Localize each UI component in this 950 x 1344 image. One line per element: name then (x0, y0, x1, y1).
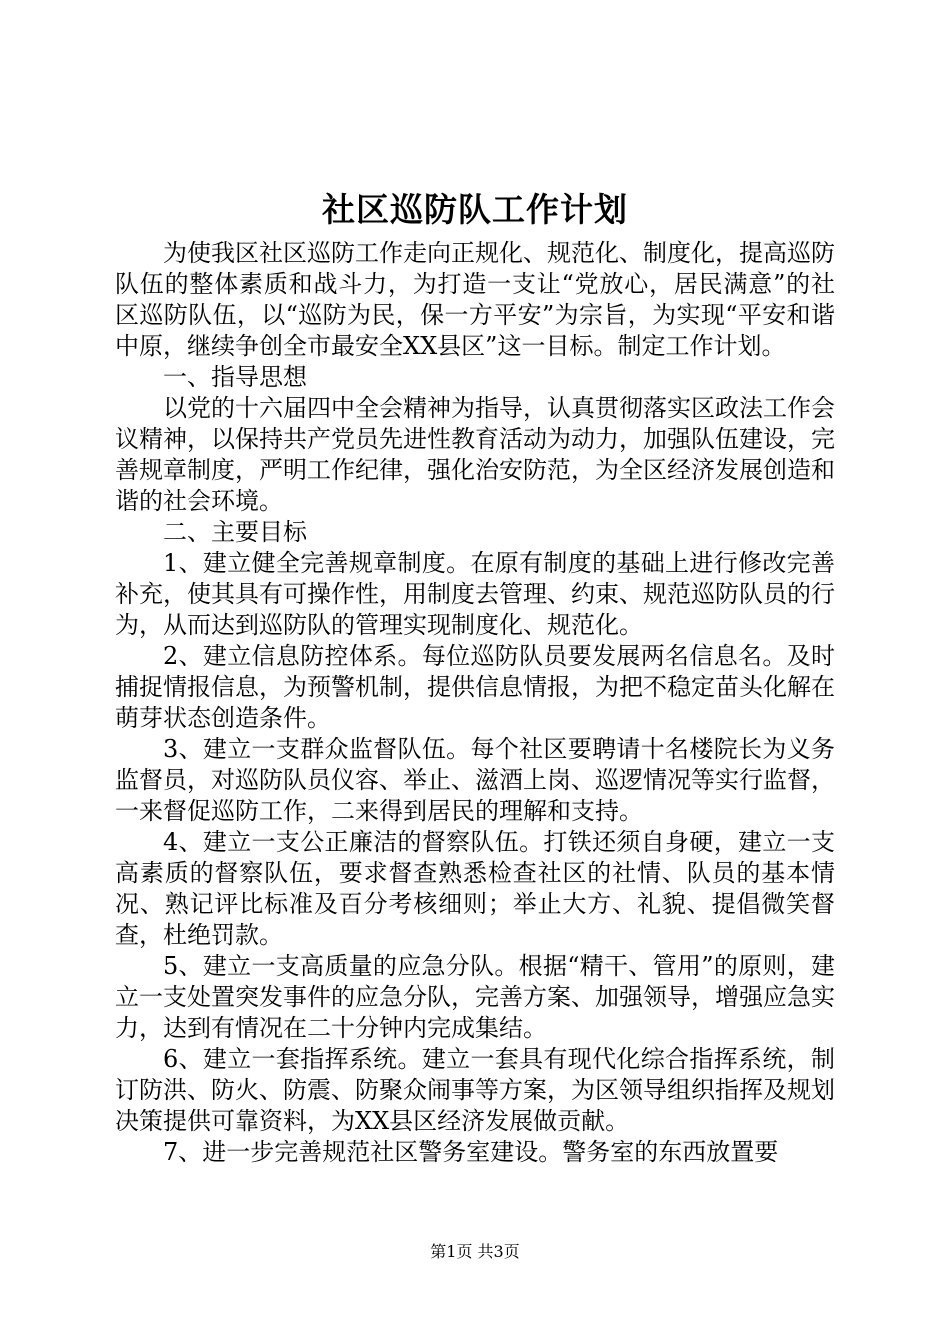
document-title: 社区巡防队工作计划 (322, 190, 628, 229)
section-heading-main-goals: 二、主要目标 (163, 518, 307, 546)
goal-paragraph-6: 6、建立一套指挥系统。建立一套具有现代化综合指挥系统，制订防洪、防火、防震、防聚众闹事等方案，为区领导组织指挥及规划决策提供可靠资料，为XX县区经济发展做贡献。 (115, 1045, 835, 1135)
goal-paragraph-2: 2、建立信息防控体系。每位巡防队员要发展两名信息名。及时捕捉情报信息，为预警机制，提供信息情报，为把不稳定苗头化解在萌芽状态创造条件。 (115, 642, 835, 732)
guiding-thought-paragraph: 以党的十六届四中全会精神为指导，认真贯彻落实区政法工作会议精神，以保持共产党员先进性教育活动为动力，加强队伍建设，完善规章制度，严明工作纪律，强化治安防范，为全区经济发展创造和谐的社会环境。 (115, 394, 835, 515)
goal-paragraph-3: 3、建立一支群众监督队伍。每个社区要聘请十名楼院长为义务监督员，对巡防队员仪容、举止、滋酒上岗、巡逻情况等实行监督，一来督促巡防工作，二来得到居民的理解和支持。 (115, 735, 835, 825)
goal-paragraph-4: 4、建立一支公正廉洁的督察队伍。打铁还须自身硬，建立一支高素质的督察队伍，要求督查熟悉检查社区的社情、队员的基本情况、熟记评比标准及百分考核细则；举止大方、礼貌、提倡微笑督查，杜绝罚款。 (115, 828, 835, 949)
goal-paragraph-1: 1、建立健全完善规章制度。在原有制度的基础上进行修改完善补充，使其具有可操作性，用制度去管理、约束、规范巡防队员的行为，从而达到巡防队的管理实现制度化、规范化。 (115, 549, 835, 639)
intro-paragraph: 为使我区社区巡防工作走向正规化、规范化、制度化，提高巡防队伍的整体素质和战斗力，为打造一支让“党放心，居民满意”的社区巡防队伍，以“巡防为民，保一方平安”为宗旨，为实现“平安和谐中原，继续争创全市最安全XX县区”这一目标。制定工作计划。 (115, 239, 835, 360)
section-heading-guiding-thought: 一、指导思想 (163, 363, 307, 391)
goal-paragraph-5: 5、建立一支高质量的应急分队。根据“精干、管用”的原则，建立一支处置突发事件的应急分队，完善方案、加强领导，增强应急实力，达到有情况在二十分钟内完成集结。 (115, 952, 835, 1042)
page-footer: 第1页 共3页 (430, 1242, 520, 1261)
goal-paragraph-7: 7、进一步完善规范社区警务室建设。警务室的东西放置要 (163, 1138, 779, 1166)
document-body (115, 238, 835, 1168)
